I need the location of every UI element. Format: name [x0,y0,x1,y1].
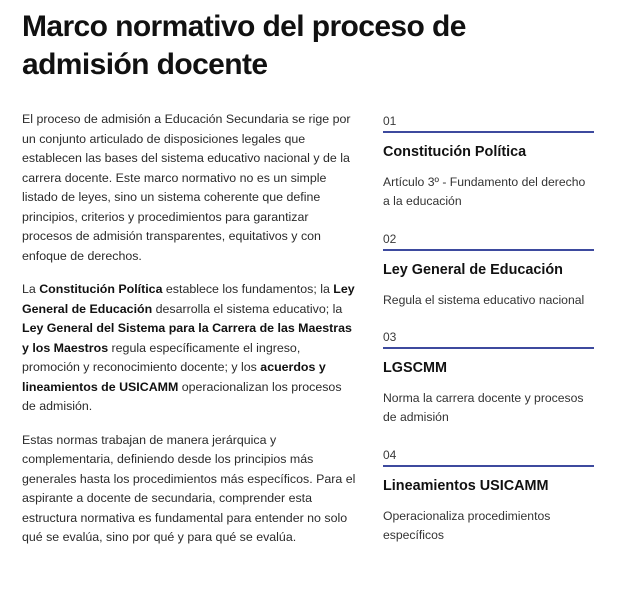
norm-description: Artículo 3º - Fundamento del derecho a la educación [383,175,586,208]
divider [383,347,594,349]
norm-description: Operacionaliza procedimientos específicos [383,509,551,542]
norm-description: Norma la carrera docente y procesos de admisión [383,391,584,424]
laws-text-4: regula específicamente el ingreso, promoción y reconocimiento docente; y los [22,340,301,374]
divider [383,465,594,467]
main-content [22,110,357,562]
norm-number: 03 [383,330,397,344]
laws-text-3: desarrolla el sistema educativo; la [152,301,343,316]
conclusion-paragraph: Estas normas trabajan de manera jerárquica y complementaria, definiendo desde los principios más generales hasta los procedimientos más específicos. Para el aspirante a docente de secundaria, comprender esta estructura normativa es fundamental para entender no solo qué se evalúa, sino por qué y para qué se evalúa. [22,432,356,544]
intro-paragraph: El proceso de admisión a Educación Secundaria se rige por un conjunto articulado de disposiciones legales que establecen las bases del sistema educativo nacional y de la carrera docente. Este marco normativo no es un simple listado de leyes, sino un sistema coherente que define principios, criterios y procedimientos para garantizar procesos de admisión transparentes, equitativos y con enfoque de derechos. [22,112,351,263]
norm-card [383,231,595,329]
norm-number: 02 [383,232,397,246]
norm-card [383,447,595,545]
divider [383,249,594,251]
norm-name: Ley General de Educación [383,262,563,278]
norms-sidebar [383,113,595,545]
norm-card [383,329,595,447]
laws-text-1: La [22,282,40,296]
law-teacher-career: Ley General del Sistema para la Carrera de las Maestras y los Maestros [22,321,352,355]
laws-text-2: establece los fundamentos; la [162,282,334,296]
divider [383,131,594,133]
norm-name: LGSCMM [383,360,447,376]
laws-text-5: operacionalizan los procesos de admisión. [22,379,342,413]
laws-paragraph [22,280,357,417]
law-constitution: Constitución Política [39,282,163,296]
norm-number: 01 [383,114,397,128]
page-title: Marco normativo del proceso de admisión docente [22,10,466,81]
law-general-education: Ley General de Educación [22,282,355,316]
norm-name: Constitución Política [383,144,527,160]
norm-number: 04 [383,448,397,462]
law-usicamm-guidelines: acuerdos y lineamientos de USICAMM [22,360,326,394]
norm-card [383,113,595,231]
norm-name: Lineamientos USICAMM [383,478,549,494]
norm-description: Regula el sistema educativo nacional [383,293,585,307]
